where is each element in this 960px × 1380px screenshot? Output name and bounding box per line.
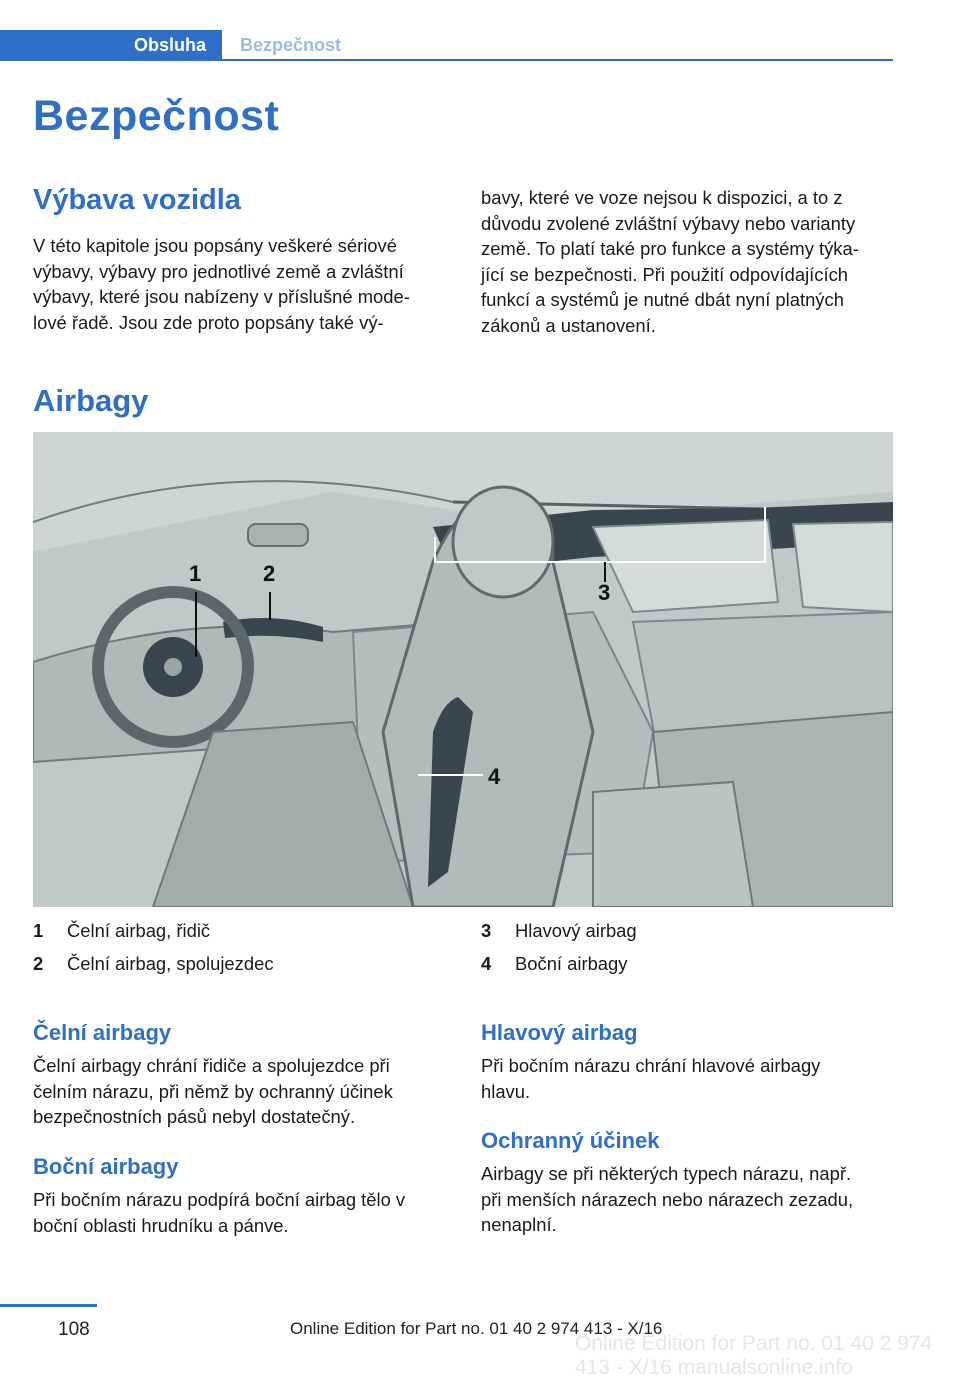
- text-line: Airbagy se při některých typech nárazu, např.: [481, 1163, 852, 1184]
- airbag-illustration: [33, 432, 893, 907]
- text-line: Čelní airbagy chrání řidiče a spolujezdce při: [33, 1055, 390, 1076]
- legend-number: 2: [33, 953, 44, 974]
- heading-hlavovy-airbag: Hlavový airbag: [481, 1020, 638, 1045]
- legend-text: Boční airbagy: [515, 953, 628, 974]
- text-line: bavy, které ve voze nejsou k dispozici, a to z: [481, 187, 843, 208]
- legend-item-2: [33, 953, 274, 975]
- text-bocni-airbagy: [33, 1187, 405, 1238]
- section-header: [0, 30, 893, 61]
- page-title: Bezpečnost: [33, 92, 280, 140]
- text-line: lové řadě. Jsou zde proto popsány také vý‐: [33, 311, 384, 333]
- section1-col1: [33, 233, 410, 335]
- text-line: země. To platí také pro funkce a systémy týka‐: [481, 238, 859, 259]
- section1-col2: [481, 185, 859, 338]
- car-interior-drawing: [33, 432, 893, 907]
- callout-4: 4: [488, 764, 501, 789]
- text-line: Při bočním nárazu chrání hlavové airbagy: [481, 1055, 821, 1076]
- text-line: nenaplní.: [481, 1214, 557, 1235]
- legend-number: 4: [481, 953, 492, 974]
- text-line: výbavy, které jsou nabízeny v příslušné mode‐: [33, 286, 410, 307]
- text-line: čelním nárazu, při němž by ochranný účinek: [33, 1080, 393, 1102]
- text-line: V této kapitole jsou popsány veškeré sériové: [33, 235, 397, 256]
- tab-obsluha[interactable]: Obsluha: [0, 30, 222, 61]
- text-line: funkcí a systémů je nutné dbát nyní platných: [481, 289, 844, 310]
- text-line: boční oblasti hrudníku a pánve.: [33, 1214, 289, 1236]
- text-line: jící se bezpečnosti. Při použití odpovídajících: [481, 263, 848, 285]
- legend-text: Čelní airbag, spolujezdec: [67, 953, 274, 974]
- callout-2: 2: [263, 561, 276, 586]
- text-line: zákonů a ustanovení.: [481, 314, 656, 336]
- text-ochranny-ucinek: [481, 1161, 853, 1238]
- section-heading-vybava: Výbava vozidla: [33, 184, 241, 216]
- legend-number: 3: [481, 920, 492, 941]
- edition-line: Online Edition for Part no. 01 40 2 974 413 - X/16: [290, 1319, 663, 1338]
- text-celni-airbagy: [33, 1053, 393, 1130]
- page-number: 108: [58, 1319, 90, 1340]
- callout-1: 1: [189, 561, 202, 586]
- section-heading-airbagy: Airbagy: [33, 383, 149, 418]
- legend-item-1: [33, 920, 210, 942]
- heading-ochranny-ucinek: Ochranný účinek: [481, 1128, 660, 1153]
- text-line: při menších nárazech nebo nárazech zezadu,: [481, 1188, 854, 1210]
- text-hlavovy-airbag: [481, 1053, 820, 1104]
- heading-celni-airbagy: Čelní airbagy: [33, 1020, 172, 1045]
- text-line: důvodu zvolené zvláštní výbavy nebo varianty: [481, 212, 856, 234]
- text-line: hlavu.: [481, 1080, 531, 1102]
- text-line: Při bočním nárazu podpírá boční airbag tělo v: [33, 1189, 406, 1210]
- callout-3: 3: [598, 580, 611, 605]
- legend-item-4: [481, 953, 627, 975]
- heading-bocni-airbagy: Boční airbagy: [33, 1154, 179, 1179]
- text-line: bezpečnostních pásů nebyl dostatečný.: [33, 1106, 356, 1127]
- footer-rule: [0, 1304, 97, 1307]
- tab-bezpecnost[interactable]: Bezpečnost: [240, 35, 342, 55]
- legend-text: Čelní airbag, řidič: [67, 920, 211, 941]
- legend-text: Hlavový airbag: [515, 920, 637, 941]
- watermark: Online Edition for Part no. 01 40 2 974 413 - X/16 manualsonline.info: [575, 1332, 933, 1379]
- text-line: výbavy, výbavy pro jednotlivé země a zvláštní: [33, 260, 404, 282]
- legend-number: 1: [33, 920, 44, 941]
- legend-item-3: [481, 920, 637, 942]
